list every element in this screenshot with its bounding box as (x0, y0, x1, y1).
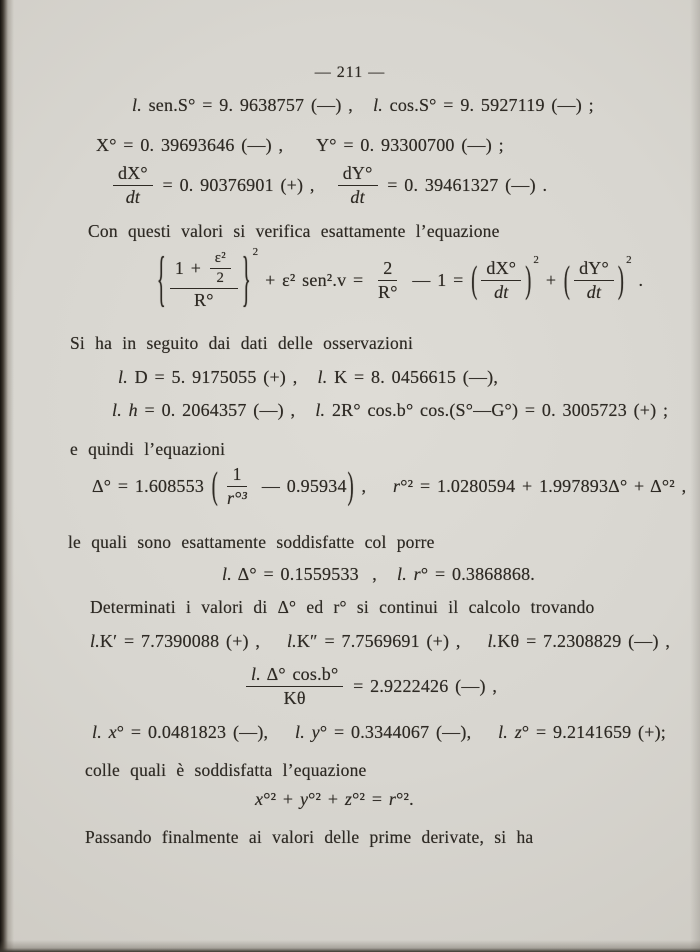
math-text: = 0. 39461327 (—) . (380, 174, 548, 195)
math-text: dY° (342, 163, 373, 183)
superscript: 2 (252, 246, 259, 258)
open-delimiter-icon: { (157, 244, 166, 313)
math-text: dt (350, 186, 365, 207)
bracket-group (211, 464, 355, 508)
paragraph-determinati: Determinati i valori di Δ° ed r° si continui il calcolo trovando (90, 597, 595, 617)
formula-log-h-2r (112, 400, 668, 421)
math-text: = 0. 2064357 (—) , (137, 400, 316, 420)
math-text: — 0.95934 (255, 475, 347, 496)
math-text: l. (118, 367, 128, 387)
open-delimiter-icon: ( (471, 258, 478, 301)
math-text: , (354, 475, 394, 496)
paragraph-passando: Passando finalmente ai valori delle prime derivate, si ha (85, 827, 534, 847)
math-text: sen.S° = 9. 9638757 (—) , (141, 95, 374, 115)
fraction (210, 250, 231, 287)
fraction (481, 258, 521, 302)
math-text: Kθ (283, 687, 306, 708)
math-text: x (255, 789, 264, 809)
math-text: dY° (579, 258, 609, 279)
scan-left-edge (0, 0, 14, 952)
paragraph-le-quali: le quali sono esattamente soddisfatte col porre (68, 532, 435, 552)
math-text: = 0. 90376901 (+) , (155, 174, 335, 195)
bracket-group (563, 254, 632, 302)
fraction (113, 163, 153, 207)
close-delimiter-icon: } (241, 244, 251, 313)
bracket-group (470, 254, 540, 302)
formula-delta-r-equations (92, 464, 686, 508)
math-text: Δ° = 0.1559533 , (231, 564, 398, 584)
math-text: ° = 0.3344067 (—), (319, 722, 499, 742)
formula-log-sin-cos (132, 95, 594, 116)
math-text: R° (194, 289, 214, 310)
math-text: dt (125, 186, 141, 207)
math-text: K″ = 7.7569691 (+) , (296, 631, 488, 651)
math-text: l. y (295, 722, 320, 742)
math-text: y (299, 789, 309, 809)
math-text: dt (494, 281, 509, 302)
close-delimiter-icon: ) (525, 258, 532, 301)
fraction (574, 258, 614, 302)
open-delimiter-icon: ( (211, 464, 218, 507)
math-text: K′ = 7.7390088 (+) , (99, 631, 287, 651)
math-text: 1 (232, 464, 242, 484)
formula-derivatives-dx-dy (110, 163, 547, 207)
superscript: 2 (626, 254, 632, 267)
fraction (170, 250, 238, 311)
math-text: X° = 0. 39693646 (—) , Y° = 0. 93300700 (—) ; (96, 135, 504, 155)
math-text: °² = 1.0280594 + 1.997893Δ° + Δ°² , (400, 475, 687, 496)
math-text: l. (315, 400, 326, 420)
math-text: l. (90, 631, 100, 651)
math-text: 1 + (174, 258, 208, 279)
math-text: 2 (383, 258, 393, 279)
paragraph-e-quindi: e quindi l’equazioni (70, 439, 226, 459)
math-text: r (388, 789, 397, 809)
math-text: dt (586, 281, 602, 302)
page-number: — 211 — (314, 64, 386, 81)
formula-delta-cosb-over-k (243, 664, 497, 708)
math-text: °² + (263, 789, 300, 809)
formula-x0-y0 (96, 135, 504, 156)
math-text: dX° (118, 163, 148, 183)
math-text: . (631, 269, 644, 290)
math-text: Kθ = 7.2308829 (—) , (497, 631, 671, 651)
math-text: Δ° = 1.608553 (92, 475, 211, 496)
paragraph-con-questi: Con questi valori si verifica esattamente l’equazione (88, 221, 500, 241)
fraction (222, 464, 252, 508)
scan-right-edge (690, 0, 700, 952)
math-text: l. z (498, 722, 522, 742)
math-text: l. (317, 367, 328, 387)
superscript: 2 (533, 254, 540, 267)
math-text: l. (222, 564, 232, 584)
math-text: K = 8. 0456615 (—), (327, 367, 499, 387)
math-text: l. (487, 631, 498, 651)
math-text: ° = 0.0481823 (—), (116, 722, 296, 742)
math-text: l. (132, 95, 142, 115)
paragraph-si-ha: Si ha in seguito dai dati delle osservazioni (70, 333, 414, 353)
math-text: 2 (216, 269, 225, 286)
math-text: l. (373, 95, 383, 115)
fraction (373, 258, 403, 302)
math-text: dX° (486, 258, 517, 279)
math-text: l. r (397, 564, 421, 584)
formula-log-xyz (92, 722, 666, 743)
formula-log-k-primes (90, 631, 670, 652)
math-text: + (539, 269, 563, 290)
math-text: ° = 0.3868868. (420, 564, 536, 584)
math-text: ε² (214, 250, 226, 266)
math-text: z (344, 789, 353, 809)
fraction (246, 664, 343, 708)
math-text: r (393, 475, 401, 496)
math-text: R° (378, 281, 398, 302)
paragraph-colle-quali: colle quali è soddisfatta l’equazione (85, 760, 367, 780)
formula-log-d-k (118, 367, 498, 388)
formula-sum-of-squares (255, 789, 414, 810)
math-text: °² + (308, 789, 345, 809)
math-text: l. (286, 631, 297, 651)
math-text: = 2.9222426 (—) , (346, 675, 498, 696)
bracket-group (156, 244, 259, 313)
math-text: °² = (352, 789, 389, 809)
math-text: l. (251, 664, 261, 684)
math-text: cos.S° = 9. 5927119 (—) ; (382, 95, 594, 115)
math-text: ° = 9.2141659 (+); (521, 722, 666, 742)
open-delimiter-icon: ( (563, 258, 571, 301)
math-text: l. x (92, 722, 117, 742)
math-text: — 1 = (405, 269, 471, 290)
scan-bottom-edge (0, 940, 700, 952)
math-text: Δ° cos.b° (260, 664, 339, 684)
math-text: r°³ (226, 487, 248, 508)
math-text: 2R° cos.b° cos.(S°—G°) = 0. 3005723 (+) ; (325, 400, 669, 420)
close-delimiter-icon: ) (617, 258, 625, 301)
formula-log-delta-r-values (222, 564, 535, 585)
math-text: D = 5. 9175055 (+) , (127, 367, 318, 387)
close-delimiter-icon: ) (347, 464, 354, 507)
math-text: + ε² sen².v = (258, 269, 371, 290)
formula-verification-equation (156, 244, 644, 313)
math-text: °². (396, 789, 414, 809)
fraction (338, 163, 378, 207)
math-text: l. h (112, 400, 138, 420)
